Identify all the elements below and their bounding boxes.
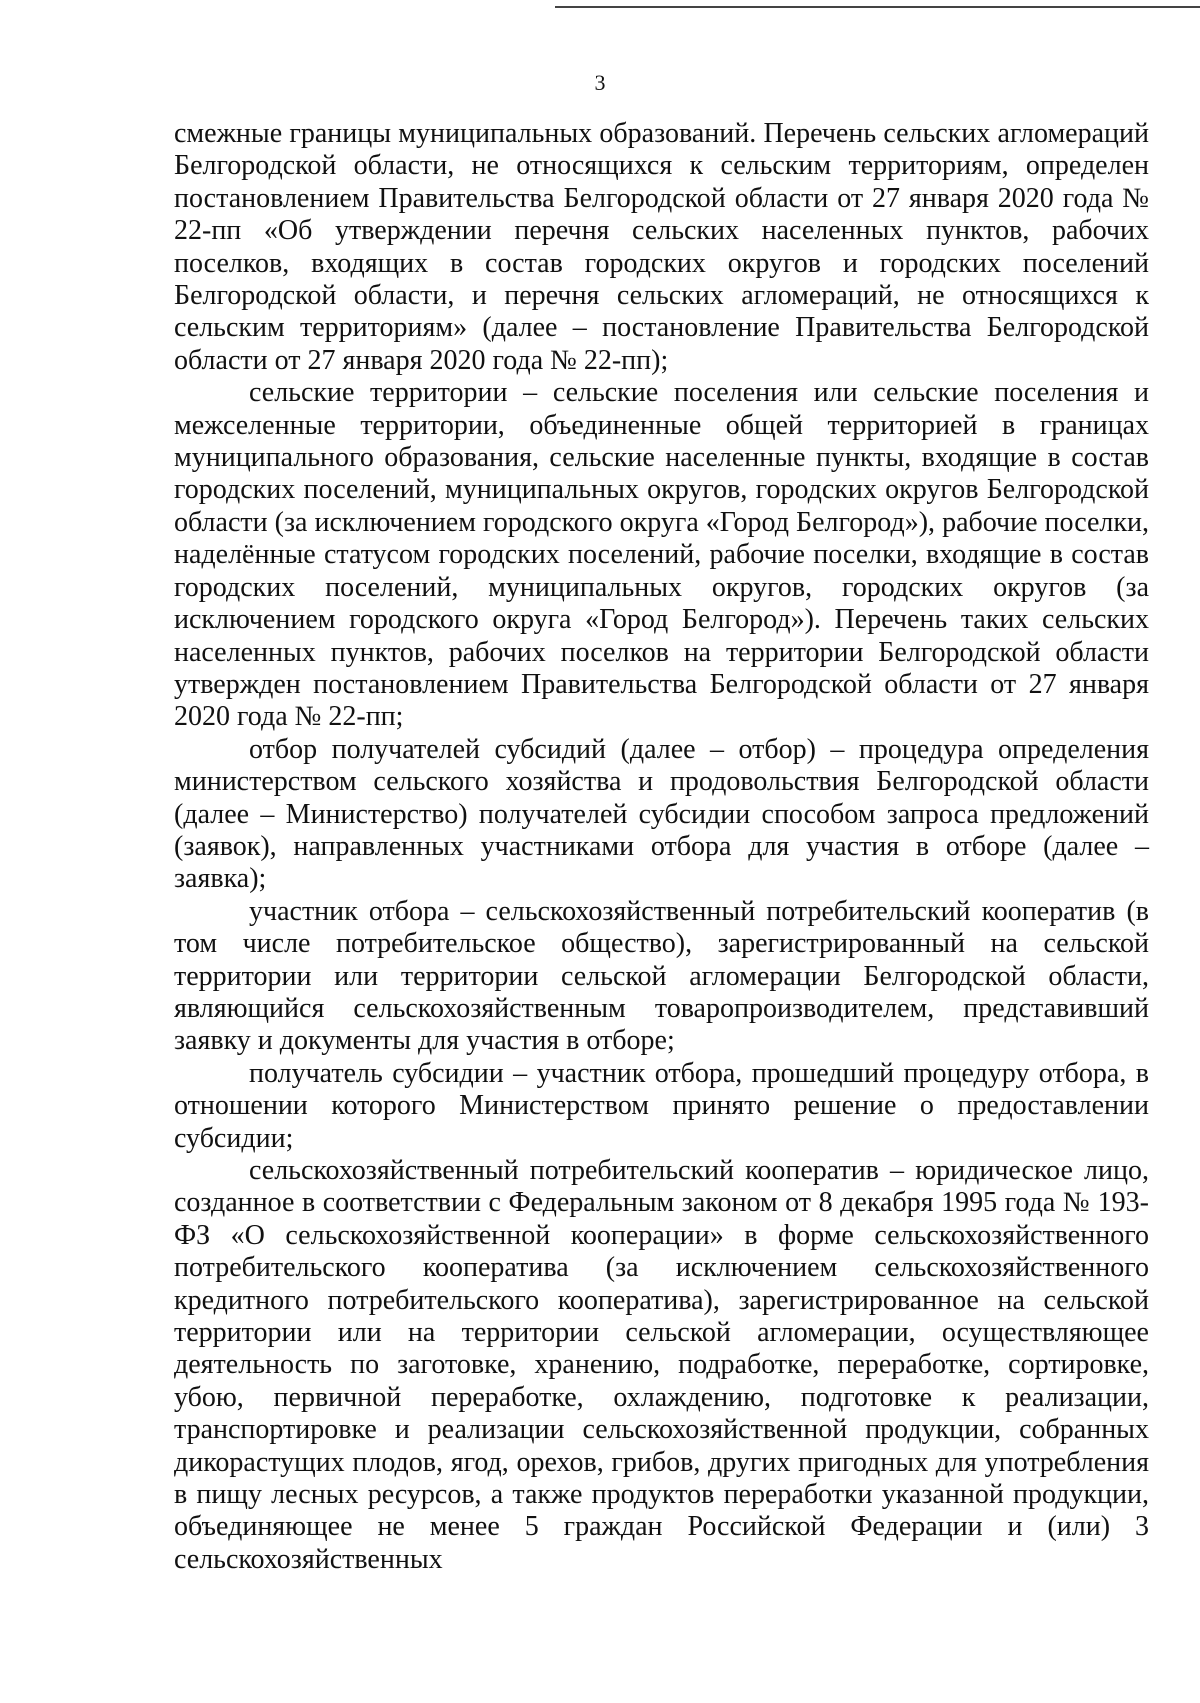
page-number: 3 bbox=[594, 70, 606, 95]
paragraph-subsidy-recipient: получатель субсидии – участник отбора, прошедший процедуру отбора, в отношении которого Министерством принято решение о предоставлении субсидии; bbox=[174, 1057, 1149, 1154]
scan-artifact-line bbox=[555, 6, 1200, 8]
document-body bbox=[174, 118, 1149, 1576]
paragraph-rural-territories: сельские территории – сельские поселения или сельские поселения и межселенные территории, объединенные общей территорией в границах муниципального образования, сельские населенные пункты, входящие в состав городских поселений, муниципальных округов, городских округов Белгородской области (за исключением городского округа «Город Белгород»), рабочие поселки, наделённые статусом городских поселений, рабочие поселки, входящие в состав городских поселений, муниципальных округов, городских округов (за исключением городского округа «Город Белгород»). Перечень таких сельских населенных пунктов, рабочих поселков на территории Белгородской области утвержден постановлением Правительства Белгородской области от 27 января 2020 года № 22-пп; bbox=[174, 377, 1149, 733]
paragraph-selection-participant: участник отбора – сельскохозяйственный потребительский кооператив (в том числе потребительское общество), зарегистрированный на сельской территории или территории сельской агломерации Белгородской области, являющийся сельскохозяйственным товаропроизводителем, представивший заявку и документы для участия в отборе; bbox=[174, 895, 1149, 1057]
paragraph-cooperative-definition: сельскохозяйственный потребительский кооператив – юридическое лицо, созданное в соответствии с Федеральным законом от 8 декабря 1995 года № 193-ФЗ «О сельскохозяйственной кооперации» в форме сельскохозяйственного потребительского кооператива (за исключением сельскохозяйственного кредитного потребительского кооператива), зарегистрированное на сельской территории или на территории сельской агломерации, осуществляющее деятельность по заготовке, хранению, подработке, переработке, сортировке, убою, первичной переработке, охлаждению, подготовке к реализации, транспортировке и реализации сельскохозяйственной продукции, собранных дикорастущих плодов, ягод, орехов, грибов, других пригодных для употребления в пищу лесных ресурсов, а также продуктов переработки указанной продукции, объединяющее не менее 5 граждан Российской Федерации и (или) 3 сельскохозяйственных bbox=[174, 1155, 1149, 1575]
paragraph-continuation: смежные границы муниципальных образований. Перечень сельских агломераций Белгородской области, не относящихся к сельским территориям, определен постановлением Правительства Белгородской области от 27 января 2020 года № 22-пп «Об утверждении перечня сельских населенных пунктов, рабочих поселков, входящих в состав городских округов и городских поселений Белгородской области, и перечня сельских агломераций, не относящихся к сельским территориям» (далее – постановление Правительства Белгородской области от 27 января 2020 года № 22-пп); bbox=[174, 118, 1149, 376]
paragraph-selection: отбор получателей субсидий (далее – отбор) – процедура определения министерством сельского хозяйства и продовольствия Белгородской области (далее – Министерство) получателей субсидии способом запроса предложений (заявок), направленных участниками отбора для участия в отборе (далее – заявка); bbox=[174, 733, 1149, 895]
